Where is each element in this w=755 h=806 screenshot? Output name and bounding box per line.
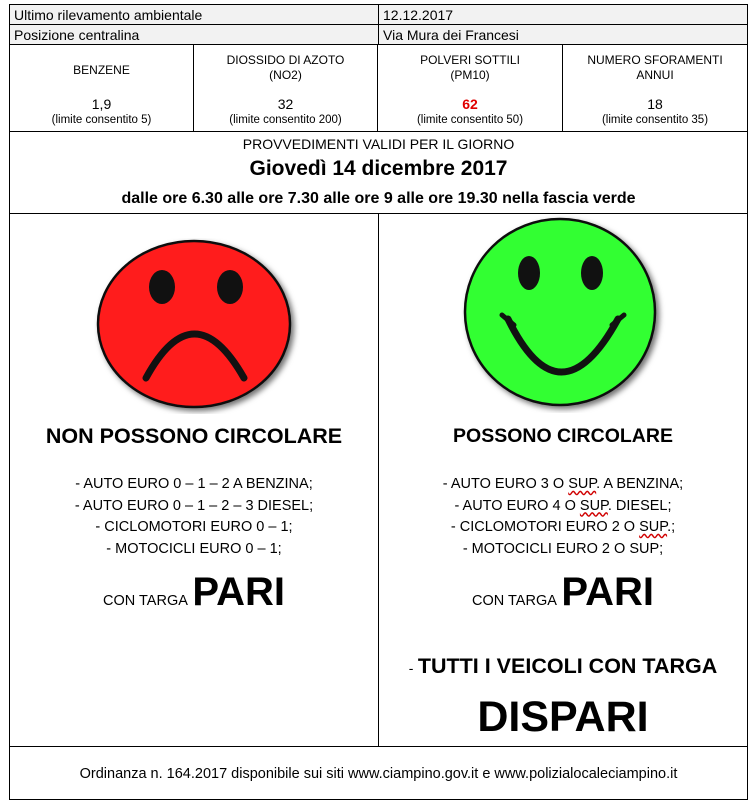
pollutant-limit: (limite consentito 5) — [51, 114, 152, 126]
sad-face-icon — [94, 238, 300, 414]
happy-face-icon — [460, 215, 666, 413]
list-item: - AUTO EURO 0 – 1 – 2 A BENZINA; — [75, 476, 313, 492]
footer — [9, 746, 748, 800]
right-title: POSSONO CIRCOLARE — [453, 425, 673, 447]
header-row1-value: 12.12.2017 — [378, 4, 748, 25]
all-vehicles-line — [379, 652, 747, 680]
right-column — [378, 213, 748, 747]
pollutant-subname: ANNUI — [636, 68, 674, 82]
list-item: - MOTOCICLI EURO 0 – 1; — [106, 540, 282, 557]
list-item: - AUTO EURO 4 O SUP. DIESEL; — [454, 497, 672, 514]
pollutant-value: 32 — [277, 96, 294, 112]
pollutant-subname: (NO2) — [269, 68, 302, 82]
right-list — [379, 474, 747, 560]
pollutant-name: BENZENE — [73, 63, 130, 77]
left-plate-line — [10, 569, 378, 615]
header-row2-value: Via Mura dei Francesi — [378, 24, 748, 45]
pollutant-value: 18 — [647, 96, 663, 112]
list-item: - MOTOCICLI EURO 2 O SUP; — [462, 540, 664, 557]
measures-hours: dalle ore 6.30 alle ore 7.30 alle ore 9 alle ore 19.30 nella fascia verde — [121, 190, 636, 207]
plate-parity: PARI — [561, 570, 654, 614]
all-vehicles-text: TUTTI I VEICOLI CON TARGA — [417, 654, 718, 678]
pollutant-limit: (limite consentito 35) — [601, 114, 709, 126]
right-plate-line — [379, 569, 747, 615]
list-item: - AUTO EURO 3 O SUP. A BENZINA; — [442, 476, 684, 492]
measures-date: Giovedì 14 dicembre 2017 — [249, 157, 508, 180]
pollutant-pm10 — [377, 44, 563, 132]
all-prefix: - — [408, 660, 414, 676]
pollutant-limit: (limite consentito 50) — [416, 114, 524, 126]
list-item: - CICLOMOTORI EURO 2 O SUP.; — [450, 519, 676, 535]
pollutant-no2 — [193, 44, 378, 132]
list-item: - AUTO EURO 0 – 1 – 2 – 3 DIESEL; — [74, 497, 314, 514]
pollutant-limit: (limite consentito 200) — [229, 114, 342, 126]
pollutant-subname: (PM10) — [450, 68, 490, 82]
all-plate-parity: DISPARI — [477, 693, 649, 741]
measures-heading: PROVVEDIMENTI VALIDI PER IL GIORNO — [242, 136, 515, 152]
list-item: - CICLOMOTORI EURO 0 – 1; — [95, 519, 293, 535]
pollutant-exceedances — [562, 44, 748, 132]
pollutant-value: 1,9 — [91, 96, 112, 112]
plate-prefix: CON TARGA — [472, 593, 557, 609]
footer-text: Ordinanza n. 164.2017 disponibile sui siti www.ciampino.gov.it e www.polizialocaleciampino.it — [79, 766, 678, 782]
measures-block — [9, 131, 748, 214]
pollutant-name: NUMERO SFORAMENTI — [587, 53, 723, 67]
left-column — [9, 213, 379, 747]
header-row1-label: Ultimo rilevamento ambientale — [9, 4, 379, 25]
pollutant-value-exceeded: 62 — [462, 96, 478, 112]
header-row2-label: Posizione centralina — [9, 24, 379, 45]
left-title: NON POSSONO CIRCOLARE — [45, 424, 343, 448]
plate-parity: PARI — [192, 570, 285, 614]
pollutant-name: DIOSSIDO DI AZOTO — [226, 53, 345, 67]
left-list — [10, 474, 378, 560]
pollutant-name: POLVERI SOTTILI — [420, 53, 520, 67]
plate-prefix: CON TARGA — [103, 593, 188, 609]
pollutant-benzene — [9, 44, 194, 132]
